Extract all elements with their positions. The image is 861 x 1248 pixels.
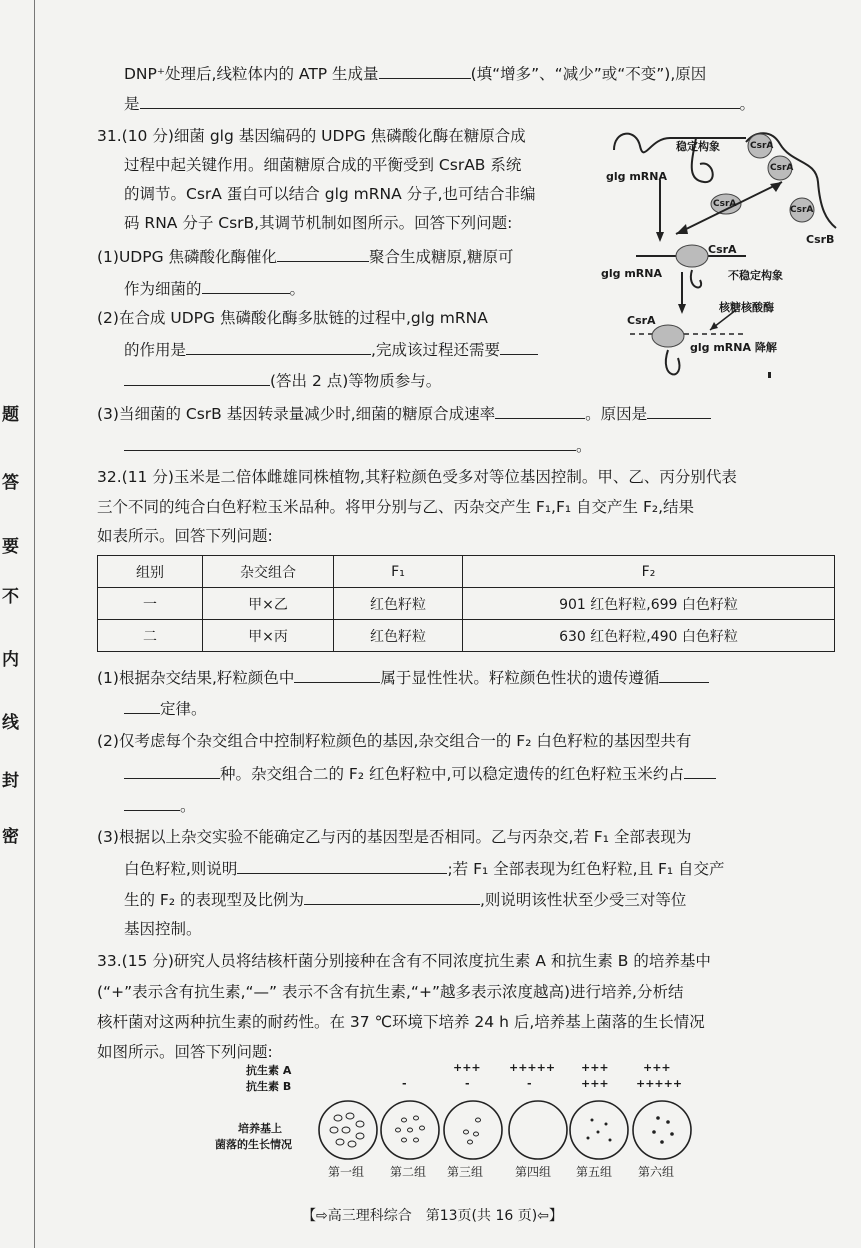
answer-blank[interactable] bbox=[277, 245, 369, 262]
group5-b: +++ bbox=[581, 1077, 609, 1090]
antibiotic-b-label: 抗生素 B bbox=[246, 1080, 292, 1093]
arrow-head bbox=[710, 322, 718, 330]
q-text: 属于显性性状。籽粒颜色性状的遗传遵循 bbox=[380, 669, 660, 687]
group4-b: - bbox=[527, 1077, 532, 1090]
answer-blank[interactable] bbox=[500, 338, 538, 355]
label-csra: CsrA bbox=[627, 314, 656, 327]
answer-blank[interactable] bbox=[304, 888, 480, 905]
answer-blank[interactable] bbox=[140, 92, 740, 109]
prev-text: 是 bbox=[124, 95, 140, 113]
answer-blank[interactable] bbox=[124, 369, 270, 386]
culture-plates bbox=[316, 1098, 696, 1162]
q-text: 生的 F₂ 的表现型及比例为 bbox=[124, 891, 304, 909]
q32-sub3: (3)根据以上杂交实验不能确定乙与丙的基因型是否相同。乙与丙杂交,若 F₁ 全部表现为 bbox=[97, 828, 692, 846]
table-cell: 901 红色籽粒,699 白色籽粒 bbox=[463, 588, 835, 620]
q31-sub2-cont bbox=[124, 338, 538, 361]
table-header: 杂交组合 bbox=[203, 556, 334, 588]
q-text: (1)UDPG 焦磷酸化酶催化 bbox=[97, 248, 278, 266]
answer-blank[interactable] bbox=[495, 402, 585, 419]
table-header: 组别 bbox=[98, 556, 203, 588]
q32-sub3-cont bbox=[124, 857, 725, 880]
q-text: 聚合生成糖原,糖原可 bbox=[369, 248, 514, 266]
q-text: 作为细菌的 bbox=[124, 280, 202, 298]
margin-char: 封 bbox=[2, 771, 19, 791]
label-stable: 稳定构象 bbox=[676, 140, 720, 153]
group-label: 第一组 bbox=[328, 1165, 365, 1179]
q31-sub3-cont bbox=[124, 434, 592, 457]
q31-intro: 码 RNA 分子 CsrB,其调节机制如图所示。回答下列问题: bbox=[124, 214, 513, 232]
antibiotic-a-label: 抗生素 A bbox=[246, 1064, 292, 1077]
table-cell: 二 bbox=[98, 620, 203, 652]
plate-group1 bbox=[319, 1101, 377, 1159]
q31-sub3 bbox=[97, 402, 711, 425]
margin-char: 题 bbox=[2, 405, 19, 425]
q32-sub2-cont2 bbox=[124, 794, 196, 817]
plate-group3 bbox=[444, 1101, 502, 1159]
q32-intro: 三个不同的纯合白色籽粒玉米品种。将甲分别与乙、丙杂交产生 F₁,F₁ 自交产生 F₂,结果 bbox=[97, 498, 695, 516]
group6-a: +++ bbox=[643, 1061, 671, 1074]
q33-intro: 核杆菌对这两种抗生素的耐药性。在 37 ℃环境下培养 24 h 后,培养基上菌落的生长情况 bbox=[97, 1013, 705, 1031]
table-cell: 630 红色籽粒,490 白色籽粒 bbox=[463, 620, 835, 652]
q32-sub1-cont bbox=[124, 697, 207, 720]
margin-char: 要 bbox=[2, 537, 19, 557]
bound-csra-protein bbox=[652, 325, 684, 347]
q-text: ;若 F₁ 全部表现为红色籽粒,且 F₁ 自交产 bbox=[447, 860, 725, 878]
answer-blank[interactable] bbox=[237, 857, 447, 874]
prev-question-line1 bbox=[124, 62, 706, 85]
q-text: 。 bbox=[289, 280, 306, 298]
arrow-head bbox=[678, 304, 686, 314]
answer-blank[interactable] bbox=[294, 666, 380, 683]
table-cell: 甲×丙 bbox=[203, 620, 334, 652]
q32-intro: 如表所示。回答下列问题: bbox=[97, 527, 273, 545]
q33-intro: (“+”表示含有抗生素,“—” 表示不含有抗生素,“+”越多表示浓度越高)进行培养,分析结 bbox=[97, 983, 684, 1001]
group-label: 第三组 bbox=[447, 1165, 484, 1179]
margin-char: 线 bbox=[2, 713, 19, 733]
answer-blank[interactable] bbox=[124, 794, 180, 811]
q31-intro: 31.(10 分)细菌 glg 基因编码的 UDPG 焦磷酸化酶在糖原合成 bbox=[97, 127, 526, 145]
prev-text: DNP⁺处理后,线粒体内的 ATP 生成量 bbox=[124, 65, 379, 83]
plate-group4 bbox=[509, 1101, 567, 1159]
loop bbox=[691, 270, 701, 287]
plate-group2 bbox=[381, 1101, 439, 1159]
q-text: 。原因是 bbox=[585, 405, 648, 423]
plate-group5 bbox=[570, 1101, 628, 1159]
q31-sub2-cont2 bbox=[124, 369, 441, 392]
label-degrade: glg mRNA 降解 bbox=[690, 341, 777, 354]
answer-blank[interactable] bbox=[659, 666, 709, 683]
label-csra: CsrA bbox=[713, 199, 737, 209]
arrow-head bbox=[656, 232, 664, 242]
label-glg-mrna: glg mRNA bbox=[606, 170, 667, 183]
q-text: 白色籽粒,则说明 bbox=[124, 860, 238, 878]
table-header: F₂ bbox=[463, 556, 835, 588]
answer-blank[interactable] bbox=[647, 402, 711, 419]
table-row bbox=[98, 620, 835, 652]
prev-question-line2 bbox=[124, 92, 755, 115]
label-csra: CsrA bbox=[770, 163, 794, 173]
answer-blank[interactable] bbox=[202, 277, 290, 294]
q32-sub2-cont bbox=[124, 762, 716, 785]
margin-char: 答 bbox=[2, 473, 19, 493]
table-cell: 红色籽粒 bbox=[334, 620, 463, 652]
q-text: ,则说明该性状至少受三对等位 bbox=[479, 891, 687, 909]
binding-margin-line bbox=[34, 0, 35, 1248]
group-label: 第六组 bbox=[638, 1165, 675, 1179]
table-header: F₁ bbox=[334, 556, 463, 588]
q32-intro: 32.(11 分)玉米是二倍体雌雄同株植物,其籽粒颜色受多对等位基因控制。甲、乙、丙分别代表 bbox=[97, 468, 737, 486]
q-text: (3)当细菌的 CsrB 基因转录量减少时,细菌的糖原合成速率 bbox=[97, 405, 496, 423]
group3-a: +++ bbox=[453, 1061, 481, 1074]
table-cell: 甲×乙 bbox=[203, 588, 334, 620]
plate-row-label: 培养基上 bbox=[238, 1122, 282, 1135]
q-text: ,完成该过程还需要 bbox=[371, 341, 500, 359]
q32-sub3-cont2 bbox=[124, 888, 686, 911]
label-csrb: CsrB bbox=[806, 233, 835, 246]
q31-sub1-cont bbox=[124, 277, 305, 300]
group-label: 第五组 bbox=[576, 1165, 613, 1179]
label-csra: CsrA bbox=[790, 205, 814, 215]
answer-blank[interactable] bbox=[379, 62, 471, 79]
q33-intro: 如图所示。回答下列问题: bbox=[97, 1043, 273, 1061]
answer-blank[interactable] bbox=[186, 338, 371, 355]
answer-blank[interactable] bbox=[124, 697, 160, 714]
q32-sub3-cont3: 基因控制。 bbox=[124, 920, 202, 938]
table-row bbox=[98, 588, 835, 620]
q-text: 定律。 bbox=[160, 700, 207, 718]
label-glg-mrna: glg mRNA bbox=[601, 267, 662, 280]
loop bbox=[666, 350, 680, 374]
group5-a: +++ bbox=[581, 1061, 609, 1074]
q31-intro: 的调节。CsrA 蛋白可以结合 glg mRNA 分子,也可结合非编 bbox=[124, 185, 536, 203]
q33-intro: 33.(15 分)研究人员将结核杆菌分别接种在含有不同浓度抗生素 A 和抗生素 B 的培养基中 bbox=[97, 952, 711, 970]
group2-b: - bbox=[402, 1077, 407, 1090]
plate-row-label: 菌落的生长情况 bbox=[215, 1138, 292, 1151]
prev-text: 。 bbox=[739, 95, 756, 113]
dot-mark bbox=[768, 372, 771, 378]
q-text: (答出 2 点)等物质参与。 bbox=[270, 372, 442, 390]
label-csra: CsrA bbox=[708, 243, 737, 256]
margin-char: 不 bbox=[2, 587, 19, 607]
page-footer: 【⇨高三理科综合 第13页(共 16 页)⇦】 bbox=[302, 1208, 563, 1224]
answer-blank[interactable] bbox=[124, 434, 576, 451]
q-text: (1)根据杂交结果,籽粒颜色中 bbox=[97, 669, 295, 687]
q32-sub2: (2)仅考虑每个杂交组合中控制籽粒颜色的基因,杂交组合一的 F₂ 白色籽粒的基因型共有 bbox=[97, 732, 692, 750]
group3-b: - bbox=[465, 1077, 470, 1090]
table-header-row bbox=[98, 556, 835, 588]
answer-blank[interactable] bbox=[124, 762, 220, 779]
group-label: 第四组 bbox=[515, 1165, 552, 1179]
q-text: 。 bbox=[576, 437, 592, 455]
prev-text: (填“增多”、“减少”或“不变”),原因 bbox=[470, 65, 707, 83]
label-rnase: 核糖核酸酶 bbox=[719, 301, 774, 314]
group4-a: +++++ bbox=[509, 1061, 556, 1074]
table-cell: 红色籽粒 bbox=[334, 588, 463, 620]
q32-sub1 bbox=[97, 666, 709, 689]
q-text: 。 bbox=[180, 797, 196, 815]
label-csra: CsrA bbox=[750, 141, 774, 151]
group-label: 第二组 bbox=[390, 1165, 427, 1179]
q31-intro: 过程中起关键作用。细菌糖原合成的平衡受到 CsrAB 系统 bbox=[124, 156, 522, 174]
plate-group6 bbox=[633, 1101, 691, 1159]
label-unstable: 不稳定构象 bbox=[728, 269, 783, 282]
margin-char: 内 bbox=[2, 650, 19, 670]
group6-b: +++++ bbox=[636, 1077, 683, 1090]
q31-sub2: (2)在合成 UDPG 焦磷酸化酶多肽链的过程中,glg mRNA bbox=[97, 309, 488, 327]
bound-csra-protein bbox=[676, 245, 708, 267]
q-text: 的作用是 bbox=[124, 341, 187, 359]
arrow-head bbox=[676, 224, 688, 234]
table-cell: 一 bbox=[98, 588, 203, 620]
q-text: 种。杂交组合二的 F₂ 红色籽粒中,可以稳定遗传的红色籽粒玉米约占 bbox=[220, 765, 684, 783]
q31-sub1 bbox=[97, 245, 513, 268]
margin-char: 密 bbox=[2, 827, 19, 847]
cross-result-table bbox=[97, 555, 835, 652]
answer-blank[interactable] bbox=[684, 762, 716, 779]
